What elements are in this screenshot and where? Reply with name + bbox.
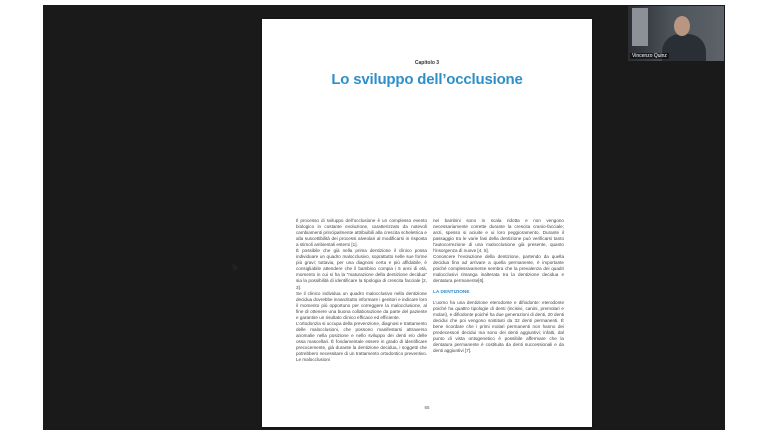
- paragraph: nei bambini sono in scala ridotta e non vengono necessariamente corrette durante la crescita cranio-facciale; anzi, spesso si aciuite e ui loro peggioramento. Durante il passaggio tra le varie fasi della dentizione può verificarsi tanto l’autocorrezione di una malocclusione già presente, quanto l’insorgenza di nuove [4, 5].: [433, 218, 564, 254]
- participant-video-tile[interactable]: [628, 6, 724, 61]
- paragraph: Conoscere l’evoluzione della dentizione, partendo da quella decidua fino ad arrivare a quella permanente, è importante poiché complessivamente sembra che la prevalenza dei quadri malocclusivi rimanga inalterata tra la dentizione decidua e dentatura permanente[6].: [433, 254, 564, 284]
- participant-name: Vincenzo Quinz: [632, 53, 667, 59]
- document-page: [262, 19, 592, 427]
- screen-share-area: [43, 5, 725, 430]
- paragraph: Se il clinico individua un quadro malocclusivo nella dentizione decidua dovrebbe innanzitutto informare i genitori e indicare loro il momento più opportuno per correggere la malocclusione, al fine di ottenere una buona collaborazione da parte del paziente e garantire un risultato clinico efficace ed efficiente.: [296, 290, 427, 320]
- page-number: 65: [424, 405, 430, 410]
- right-column: [433, 218, 564, 354]
- chapter-kicker: Capitolo 3: [414, 60, 440, 66]
- paragraph: L’ortodonzia si occupa della prevenzione, diagnosi e trattamento delle malocclusioni, che possono manifestarsi attraverso anomalie nella posizione e nello sviluppo dei denti e/o delle ossa mascellari. È fondamentale essere in grado di identificare precocemente, già durante la dentizione decidua, i soggetti che potrebbero necessitare di un trattamento ortodontico preventivo. Le malocclusioni: [296, 320, 427, 363]
- video-window-light: [632, 8, 648, 46]
- participant-head: [674, 16, 690, 36]
- paragraph: Il processo di sviluppo dell’occlusione è un complesso evento biologico in costante evoluzione, caratterizzato da notevoli cambiamenti principalmente attribuibili alla crescita scheletrica e alla suscettibilità dei processi alveolari al modificarsi in risposta a stimoli ambientali esterni [1].: [296, 218, 427, 248]
- paragraph: È possibile che già nella prima dentizione il clinico possa individuare un quadro malocclusivo, soprattutto nelle sue forme più gravi; tuttavia, per una diagnosi certa e più affidabile, è consigliabile attendere che il bambino compia i 5 anni di età, momento in cui si ha la “maturazione della dentizione decidua” sia la possibilità di identificare la tipologia di crescita facciale [2, 3].: [296, 248, 427, 290]
- section-heading: LA DENTIZIONE: [433, 289, 470, 295]
- paragraph: L’uomo ha una dentizione eterodonte e difiodonte: eterodonte poiché ha quattro tipologie di denti (incisivi, canini, premolari e molari), e difiodonte poiché ha due generazioni di denti, 20 denti decidui che poi vengono sostituiti da 32 denti permanenti. È bene ricordare che i primi molari permanenti non hanno dei predecessori decidui ma sono dei denti aggiuntivi; infatti, dal punto di vista ontogenetico è possibile affermare che la dentatura permanente è costituita da denti successionali e da denti aggiuntivi [7].: [433, 299, 564, 353]
- left-column: [296, 218, 427, 363]
- chapter-title: Lo sviluppo dell’occlusione: [331, 71, 523, 88]
